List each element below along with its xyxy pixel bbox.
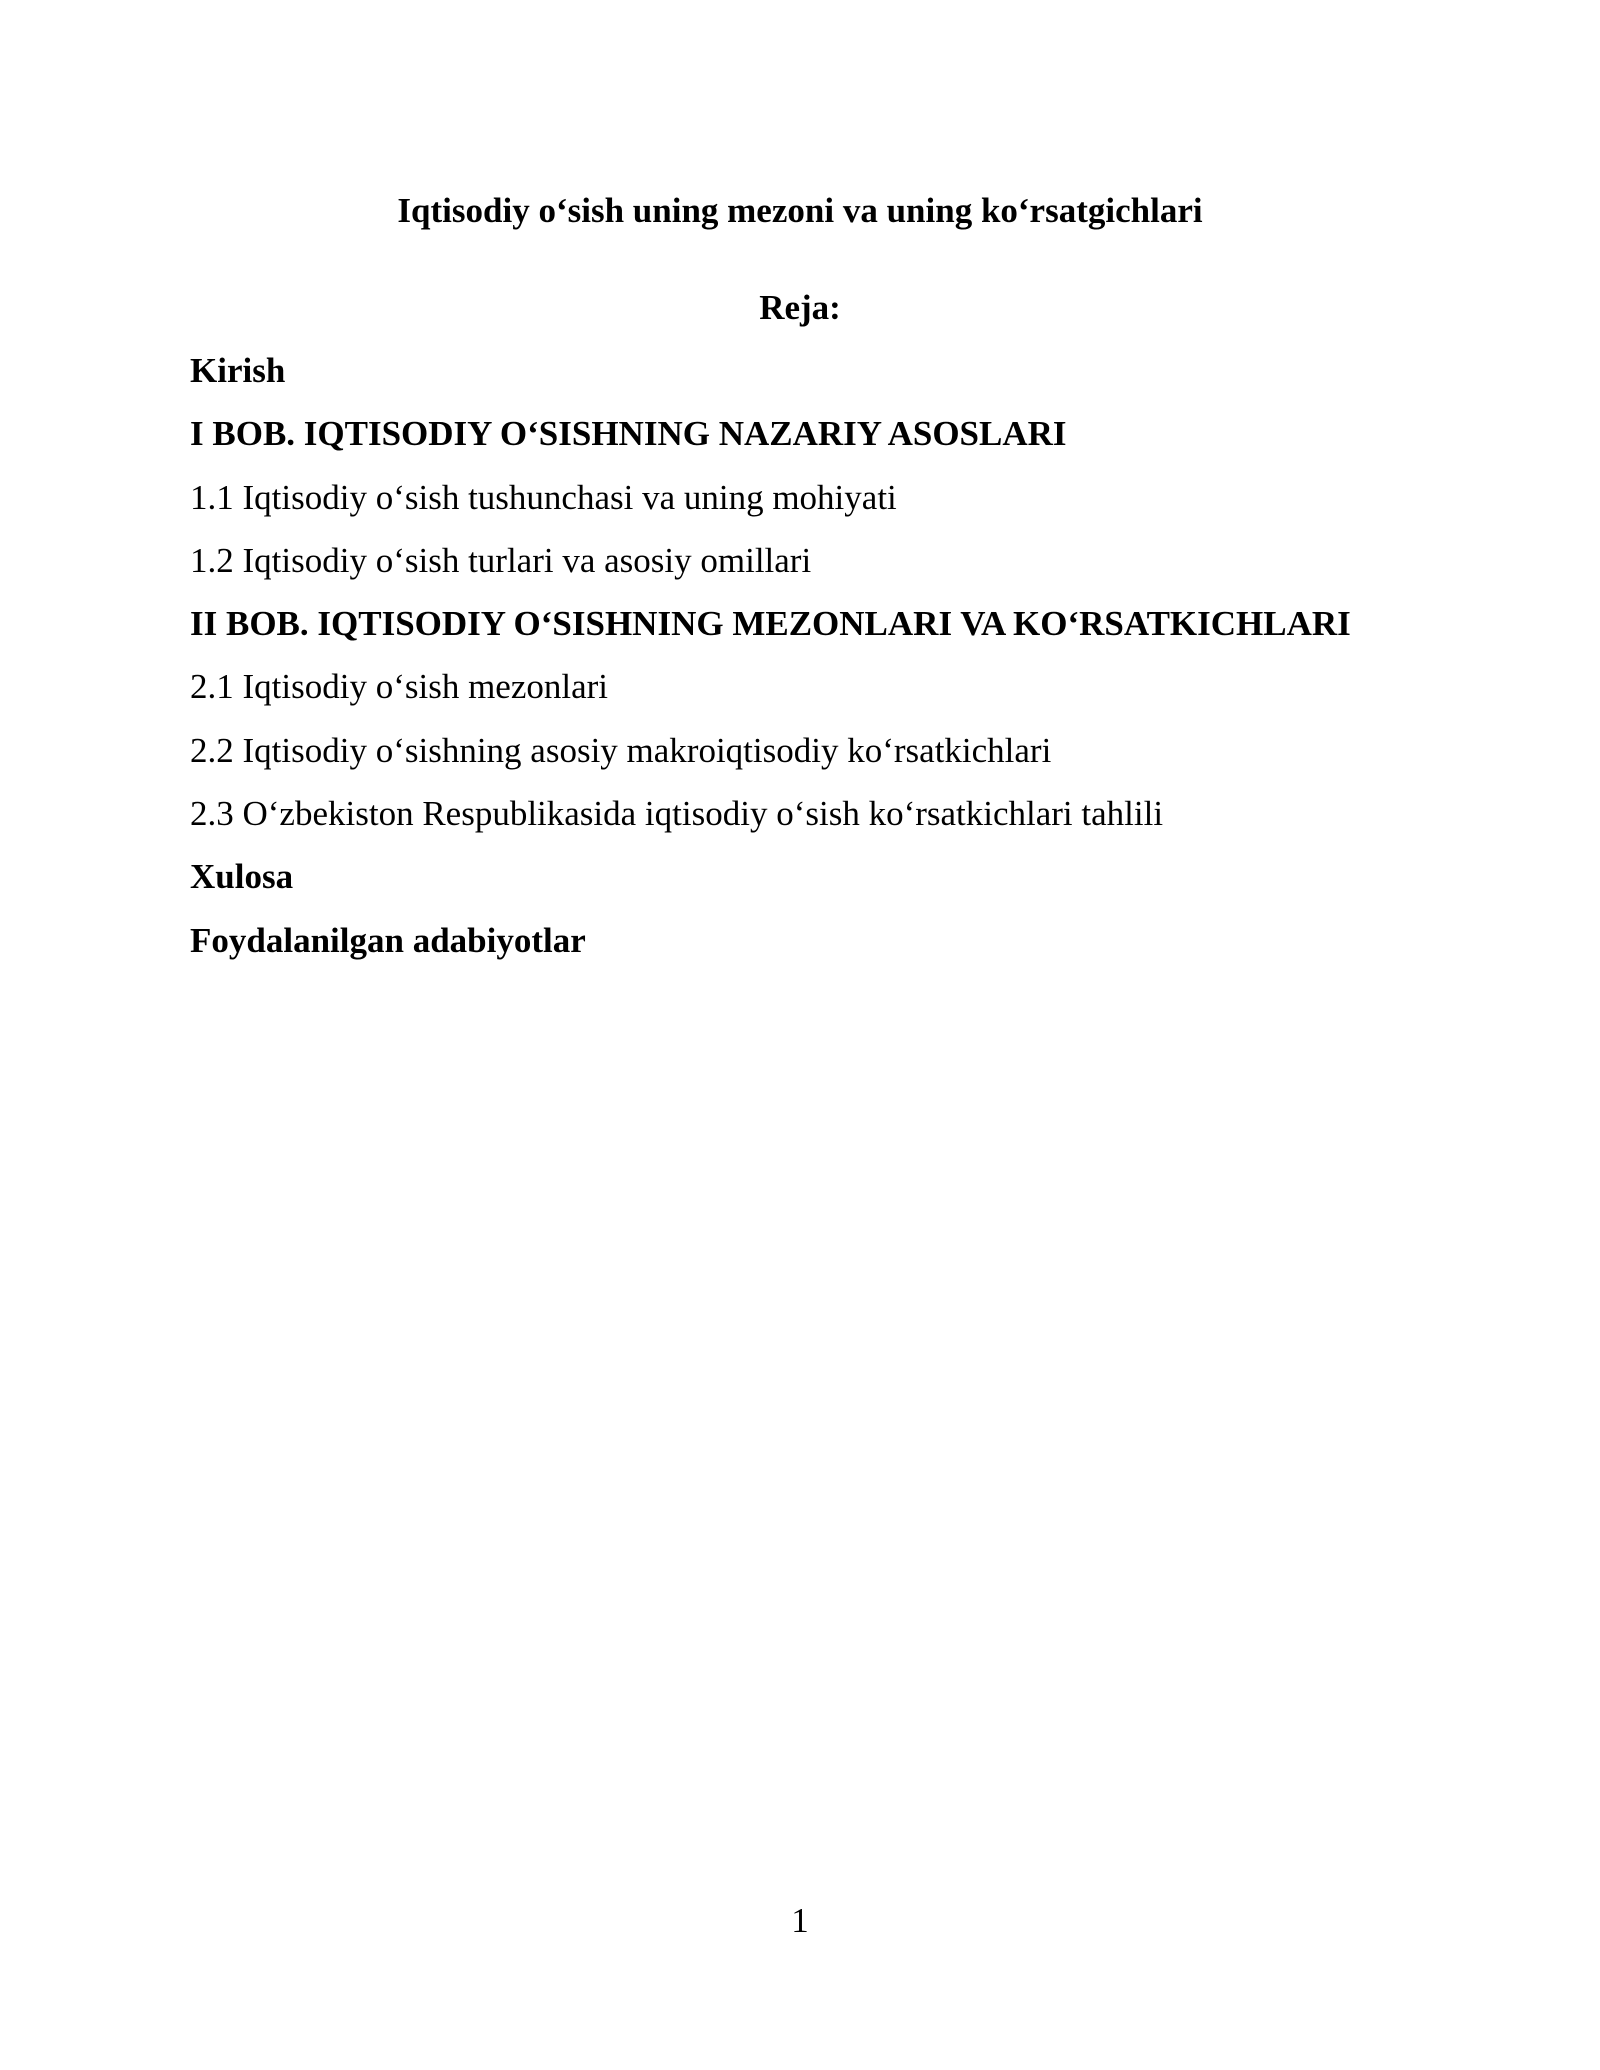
toc-item-conclusion: Xulosa bbox=[190, 857, 294, 897]
toc-item-chapter-1: I BOB. IQTISODIY O‘SISHNING NAZARIY ASOSLARI bbox=[190, 414, 1067, 454]
toc-item-section-1-1: 1.1 Iqtisodiy o‘sish tushunchasi va uning mohiyati bbox=[190, 477, 897, 517]
toc-item-section-2-2: 2.2 Iqtisodiy o‘sishning asosiy makroiqtisodiy ko‘rsatkichlari bbox=[190, 730, 1052, 770]
page-number: 1 bbox=[791, 1901, 809, 1940]
toc-item-introduction: Kirish bbox=[190, 351, 286, 390]
toc-item-section-1-2: 1.2 Iqtisodiy o‘sish turlari va asosiy omillari bbox=[190, 540, 812, 580]
toc-item-section-2-1: 2.1 Iqtisodiy o‘sish mezonlari bbox=[190, 667, 609, 707]
table-of-contents bbox=[190, 348, 1490, 981]
document-title: Iqtisodiy o‘sish uning mezoni va uning ko‘rsatgichlari bbox=[397, 191, 1203, 230]
toc-item-references: Foydalanilgan adabiyotlar bbox=[190, 920, 586, 960]
toc-item-chapter-2: II BOB. IQTISODIY O‘SISHNING MEZONLARI VA KO‘RSATKICHLARI bbox=[190, 604, 1351, 644]
plan-heading: Reja: bbox=[759, 288, 841, 327]
toc-item-section-2-3: 2.3 O‘zbekiston Respublikasida iqtisodiy o‘sish ko‘rsatkichlari tahlili bbox=[190, 794, 1164, 834]
